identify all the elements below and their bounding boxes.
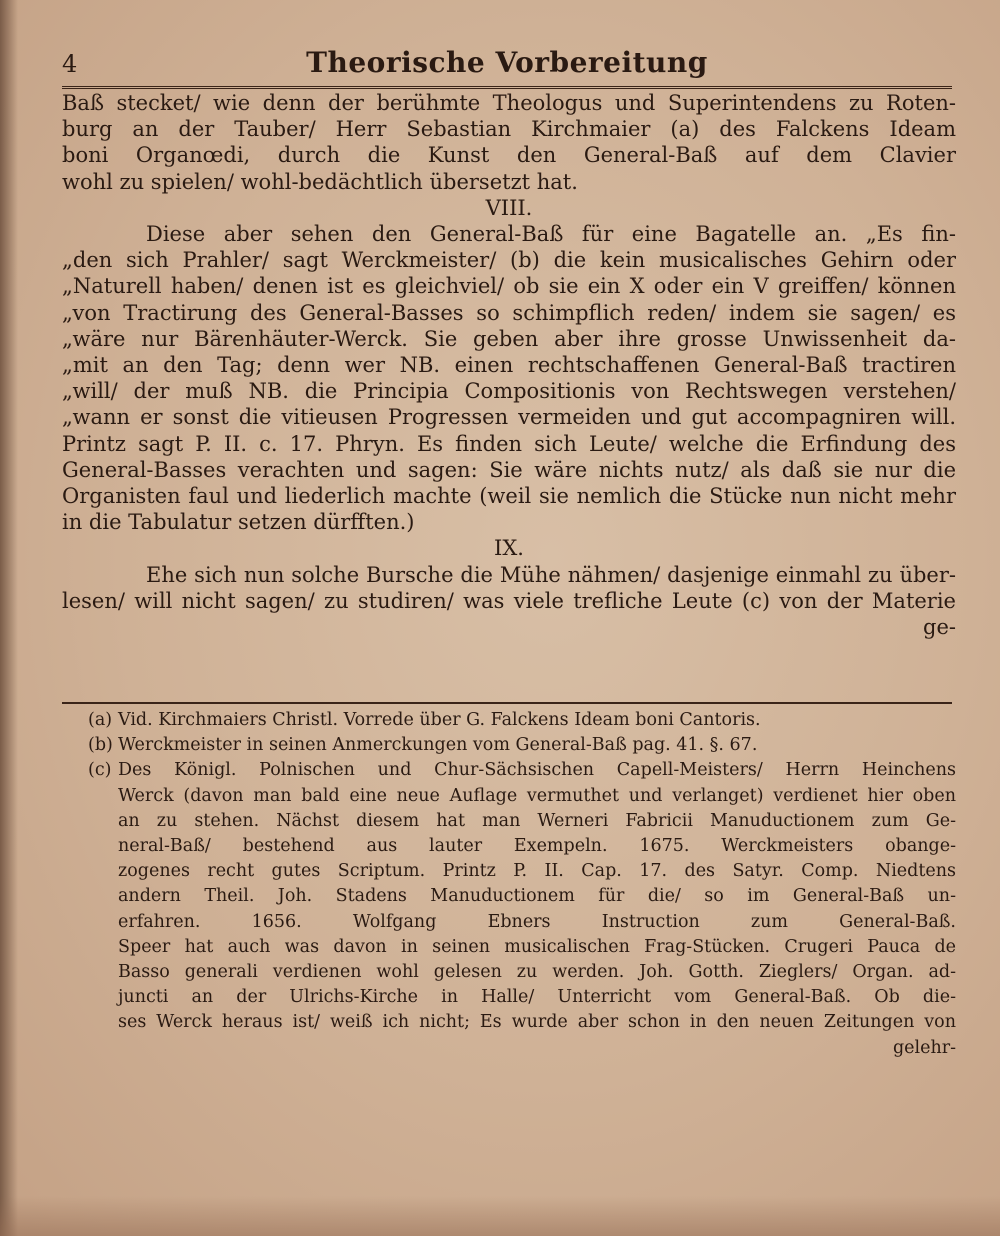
- text-line: lesen/ will nicht sagen/ zu studiren/ was viele trefliche Leute (c) von der Materie: [62, 588, 956, 613]
- section-number-ix: IX.: [494, 536, 524, 561]
- footnote-text: Des Königl. Polnischen und Chur-Sächsischen Capell-Meisters/ Herrn Heinchens: [118, 760, 956, 781]
- text-line: „den sich Prahler/ sagt Werckmeister/ (b) die kein musicalisches Gehirn oder: [62, 248, 956, 273]
- footnote-line: juncti an der Ulrichs-Kirche in Halle/ Unterricht vom General-Baß. Ob die-: [118, 987, 956, 1008]
- page-number: 4: [62, 50, 78, 78]
- text-line: General-Basses verachten und sagen: Sie wäre nichts nutz/ als daß sie nur die: [62, 457, 956, 482]
- text-line: Printz sagt P. II. c. 17. Phryn. Es finden sich Leute/ welche die Erfindung des: [62, 431, 956, 456]
- text-line: Diese aber sehen den General-Baß für eine Bagatelle an. „Es fin-: [146, 222, 956, 247]
- footnote-marker: (b): [88, 735, 113, 756]
- text-line: Ehe sich nun solche Bursche die Mühe nähmen/ dasjenige einmahl zu über-: [146, 562, 956, 587]
- footnote-line: Werck (davon man bald eine neue Auflage vermuthet und verlanget) verdienet hier oben: [118, 785, 956, 806]
- text-line: Baß stecket/ wie denn der berühmte Theologus und Superintendens zu Roten-: [62, 91, 956, 115]
- footnote-line: neral-Baß/ bestehend aus lauter Exempeln. 1675. Werckmeisters obange-: [118, 836, 956, 857]
- footnote-a: [88, 708, 956, 733]
- text-line: „Naturell haben/ denen ist es gleichviel/ ob sie ein X oder ein V greiffen/ können: [62, 274, 956, 299]
- text-line: „von Tractirung des General-Basses so schimpflich reden/ indem sie sagen/ es: [62, 300, 956, 325]
- text-line: Organisten faul und liederlich machte (weil sie nemlich die Stücke nun nicht mehr: [62, 484, 956, 509]
- footnote-b: [88, 733, 956, 758]
- main-text: [62, 90, 956, 640]
- text-line: „wäre nur Bärenhäuter-Werck. Sie geben aber ihre grosse Unwissenheit da-: [62, 326, 956, 351]
- paragraph-2: [62, 221, 956, 535]
- paragraph-3: [62, 562, 956, 641]
- text-line: „wann er sonst die vitieusen Progressen vermeiden und gut accompagniren will.: [62, 405, 956, 430]
- footnote-divider: [62, 702, 952, 704]
- text-line: wohl zu spielen/ wohl-bedächtlich übersetzt hat.: [62, 169, 578, 194]
- text-line: burg an der Tauber/ Herr Sebastian Kirchmaier (a) des Falckens Ideam: [62, 117, 956, 142]
- footnote-line: zogenes recht gutes Scriptum. Printz P. II. Cap. 17. des Satyr. Comp. Niedtens: [118, 861, 956, 882]
- footnote-line: [88, 708, 956, 733]
- footnote-line: Speer hat auch was davon in seinen musicalischen Frag-Stücken. Crugeri Pauca de: [118, 936, 956, 957]
- page-header: [62, 42, 952, 89]
- footnote-line: erfahren. 1656. Wolfgang Ebners Instruction zum General-Baß.: [118, 911, 956, 932]
- section-number-viii: VIII.: [485, 195, 533, 220]
- footnote-line: ses Werck heraus ist/ weiß ich nicht; Es wurde aber schon in den neuen Zeitungen von: [118, 1012, 956, 1033]
- text-line: boni Organœdi, durch die Kunst den General-Baß auf dem Clavier: [62, 143, 956, 168]
- text-line: „will/ der muß NB. die Principia Compositionis von Rechtswegen verstehen/: [62, 379, 956, 404]
- text-line: „mit an den Tag; denn wer NB. einen rechtschaffenen General-Baß tractiren: [62, 353, 956, 378]
- catchword: ge-: [923, 615, 956, 640]
- footnote-c: [88, 758, 956, 1035]
- footnote-marker: (a): [88, 710, 113, 730]
- running-title: Theorische Vorbereitung: [306, 46, 708, 79]
- footnote-text: Werckmeister in seinen Anmerckungen vom General-Baß pag. 41. §. 67.: [118, 735, 758, 756]
- footnote-catchword: gelehr-: [892, 1037, 956, 1058]
- footnote-line: [88, 758, 956, 783]
- footnote-line: an zu stehen. Nächst diesem hat man Werneri Fabricii Manuductionem zum Ge-: [118, 810, 956, 831]
- text-line: in die Tabulatur setzen dürfften.): [62, 510, 415, 535]
- paragraph-1: [62, 90, 956, 195]
- footnote-line: [88, 733, 956, 758]
- footnotes: [88, 708, 956, 1061]
- footnote-line: andern Theil. Joh. Stadens Manuductionem für die/ so im General-Baß un-: [118, 886, 956, 907]
- footnote-marker: (c): [88, 760, 112, 781]
- footnote-text: Vid. Kirchmaiers Christl. Vorrede über G. Falckens Ideam boni Cantoris.: [118, 710, 761, 730]
- footnote-line: Basso generali verdienen wohl gelesen zu werden. Joh. Gotth. Zieglers/ Organ. ad-: [118, 962, 956, 983]
